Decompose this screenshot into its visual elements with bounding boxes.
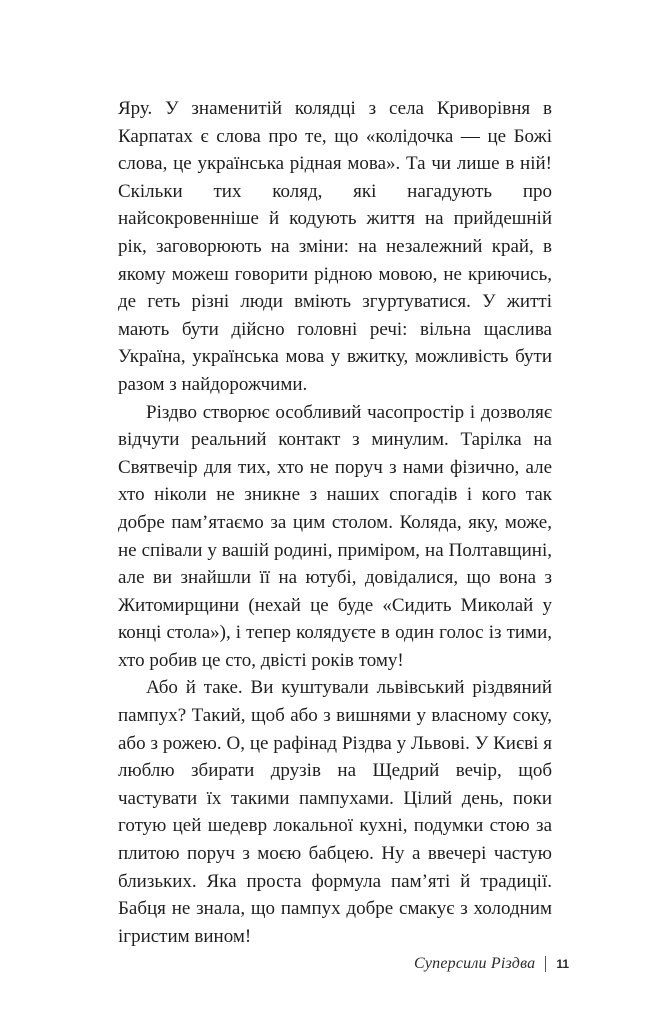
page-number: 11 <box>556 957 569 971</box>
body-text <box>118 95 552 950</box>
footer-divider <box>545 956 546 972</box>
page-footer <box>414 955 569 973</box>
paragraph-2: Різдво створює особливий часопростір і дозволяє відчути реальний контакт з минулим. Тарілка на Святвечір для тих, хто не поруч з нами фізично, але хто ніколи не зникне з наших спогадів і кого так добре пам’ятаємо за цим столом. Коляда, яку, може, не співали у вашій родині, приміром, на Полтавщині, але ви знайшли її на ютубі, довідалися, що вона з Житомирщини (нехай це буде «Сидить Миколай у конці стола»), і тепер колядуєте в один голос із тими, хто робив це сто, двісті років тому! <box>118 401 552 671</box>
running-title: Суперсили Різдва <box>413 955 536 972</box>
paragraph-3: Або й таке. Ви куштували львівський різдвяний пампух? Такий, щоб або з вишнями у власному соку, або з рожею. О, це рафінад Різдва у Львові. У Києві я люблю збирати друзів на Щедрий вечір, щоб частувати їх такими пампухами. Цілий день, поки готую цей шедевр локальної кухні, подумки стою за плитою поруч з моєю бабцею. Ну а ввечері частую близьких. Яка проста формула пам’яті й традиції. Бабця не знала, що пампух добре смакує з холодним ігристим вином! <box>118 677 552 947</box>
paragraph-1: Яру. У знаменитій колядці з села Криворівня в Карпатах є слова про те, що «колідочка — це Божі слова, це українська рідная мова». Та чи лише в ній! Скільки тих коляд, які нагадують про найсокровенніше й кодують життя на прийдешній рік, заговорюють на зміни: на незалежний край, в якому можеш говорити рідною мовою, не криючись, де геть різні люди вміють згуртуватися. У житті мають бути дійсно головні речі: вільна щаслива Україна, українська мова у вжитку, можливість бути разом з найдорожчими. <box>118 98 552 395</box>
